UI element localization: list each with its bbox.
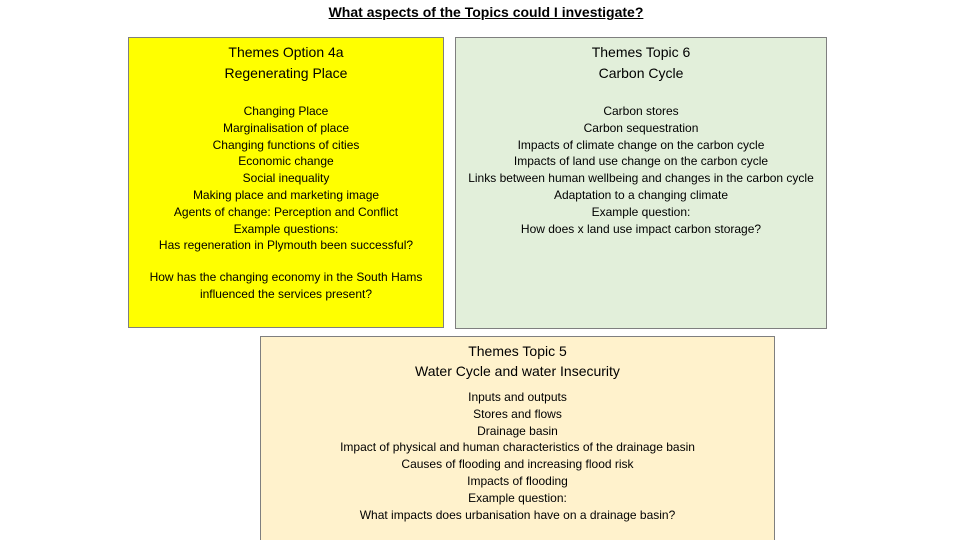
extra-example-question: How has the changing economy in the South Hams influenced the services present?: [149, 270, 423, 301]
box-content: [456, 103, 826, 237]
content-line: Adaptation to a changing climate: [553, 187, 729, 202]
topic-box-regenerating-place: [128, 37, 444, 328]
content-line: Causes of flooding and increasing flood risk: [401, 457, 634, 472]
content-line: Example question:: [468, 490, 567, 505]
content-line: Links between human wellbeing and changes in the carbon cycle: [468, 171, 814, 186]
content-line: Impacts of land use change on the carbon cycle: [513, 154, 769, 169]
content-line: How does x land use impact carbon storage?: [520, 221, 762, 236]
box-title-line: Regenerating Place: [224, 65, 348, 81]
content-line: Impact of physical and human characteristics of the drainage basin: [340, 440, 695, 455]
content-line: Carbon sequestration: [583, 120, 699, 135]
content-line: Inputs and outputs: [468, 390, 567, 404]
box-title: [456, 42, 826, 84]
box-title-line: Carbon Cycle: [598, 65, 684, 81]
content-line: Example question:: [591, 204, 691, 219]
content-line: Changing functions of cities: [212, 137, 360, 152]
content-line: Changing Place: [243, 104, 329, 118]
box-title: [261, 341, 774, 381]
box-content: [261, 389, 774, 523]
box-title-line: Themes Topic 5: [468, 343, 567, 359]
content-line: Drainage basin: [477, 423, 558, 438]
topic-box-water-cycle: [260, 336, 775, 540]
box-title-line: Water Cycle and water Insecurity: [415, 363, 620, 379]
content-line: Marginalisation of place: [222, 120, 350, 135]
content-line: Making place and marketing image: [192, 187, 380, 202]
box-content: [129, 103, 443, 254]
box-title-line: Themes Topic 6: [591, 44, 691, 60]
content-line: Agents of change: Perception and Conflict: [173, 204, 399, 219]
content-line: What impacts does urbanisation have on a drainage basin?: [359, 507, 676, 522]
content-line: Carbon stores: [603, 104, 679, 118]
content-line: Stores and flows: [473, 406, 562, 421]
content-line: Impacts of climate change on the carbon cycle: [517, 137, 765, 152]
content-line: Social inequality: [242, 171, 330, 186]
content-line: Impacts of flooding: [467, 473, 568, 488]
topic-box-carbon-cycle: [455, 37, 827, 329]
content-line: Example questions:: [233, 221, 339, 236]
content-line: Economic change: [238, 154, 334, 169]
page-title: What aspects of the Topics could I investigate?: [328, 4, 644, 20]
box-title: [129, 42, 443, 84]
content-line: Has regeneration in Plymouth been successful?: [158, 238, 414, 253]
box-title-line: Themes Option 4a: [228, 44, 344, 60]
